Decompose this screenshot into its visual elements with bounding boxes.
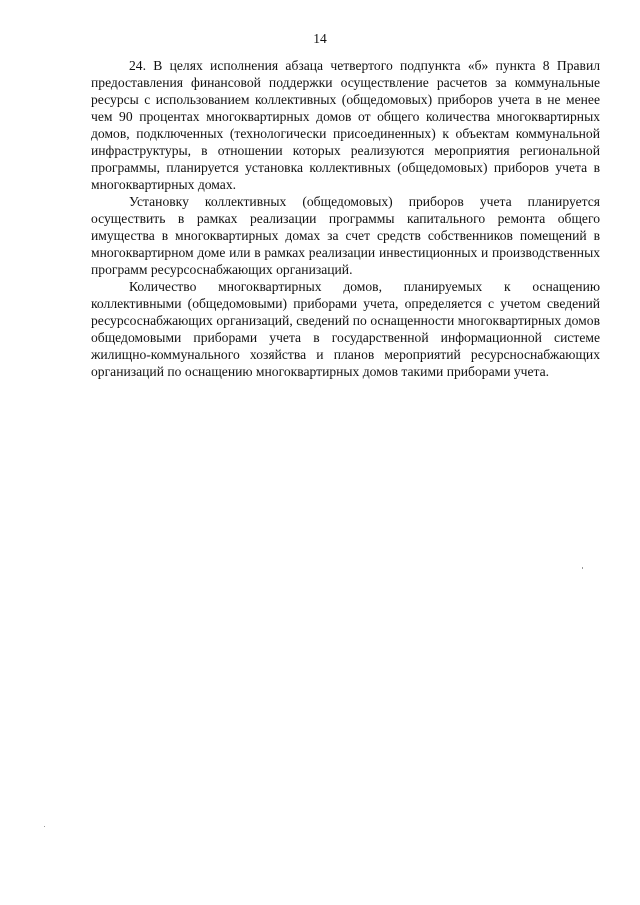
page-number: 14 [313,31,327,46]
scan-speck [44,826,45,827]
document-body [91,57,600,380]
scan-speck [582,567,583,569]
paragraph-24: 24. В целях исполнения абзаца четвертого подпункта «б» пункта 8 Правил предоставления финансовой поддержки осуществление расчетов за коммунальные ресурсы с использованием коллективных (общедомовых) приборов учета в не менее чем 90 процентах многоквартирных домов от общего количества многоквартирных домов, подключенных (технологически присоединенных) к объектам коммунальной инфраструктуры, в отношении которых реализуются мероприятия региональной программы, планируется установка коллективных (общедомовых) приборов учета в многоквартирных домах. [91,58,600,192]
paragraph-installation: Установку коллективных (общедомовых) приборов учета планируется осуществить в рамках реализации программы капитального ремонта общего имущества в многоквартирных домах за счет средств собственников помещений в многоквартирном доме или в рамках реализации инвестиционных и производственных программ ресурсоснабжающих организаций. [91,194,600,277]
paragraph-quantity: Количество многоквартирных домов, планируемых к оснащению коллективными (общедомовыми) приборами учета, определяется с учетом сведений ресурсоснабжающих организаций, сведений по оснащенности многоквартирных домов общедомовыми приборами учета в государственной информационной системе жилищно-коммунального хозяйства и планов мероприятий ресурсноснабжающих организаций по оснащению многоквартирных домов такими приборами учета. [91,279,600,379]
